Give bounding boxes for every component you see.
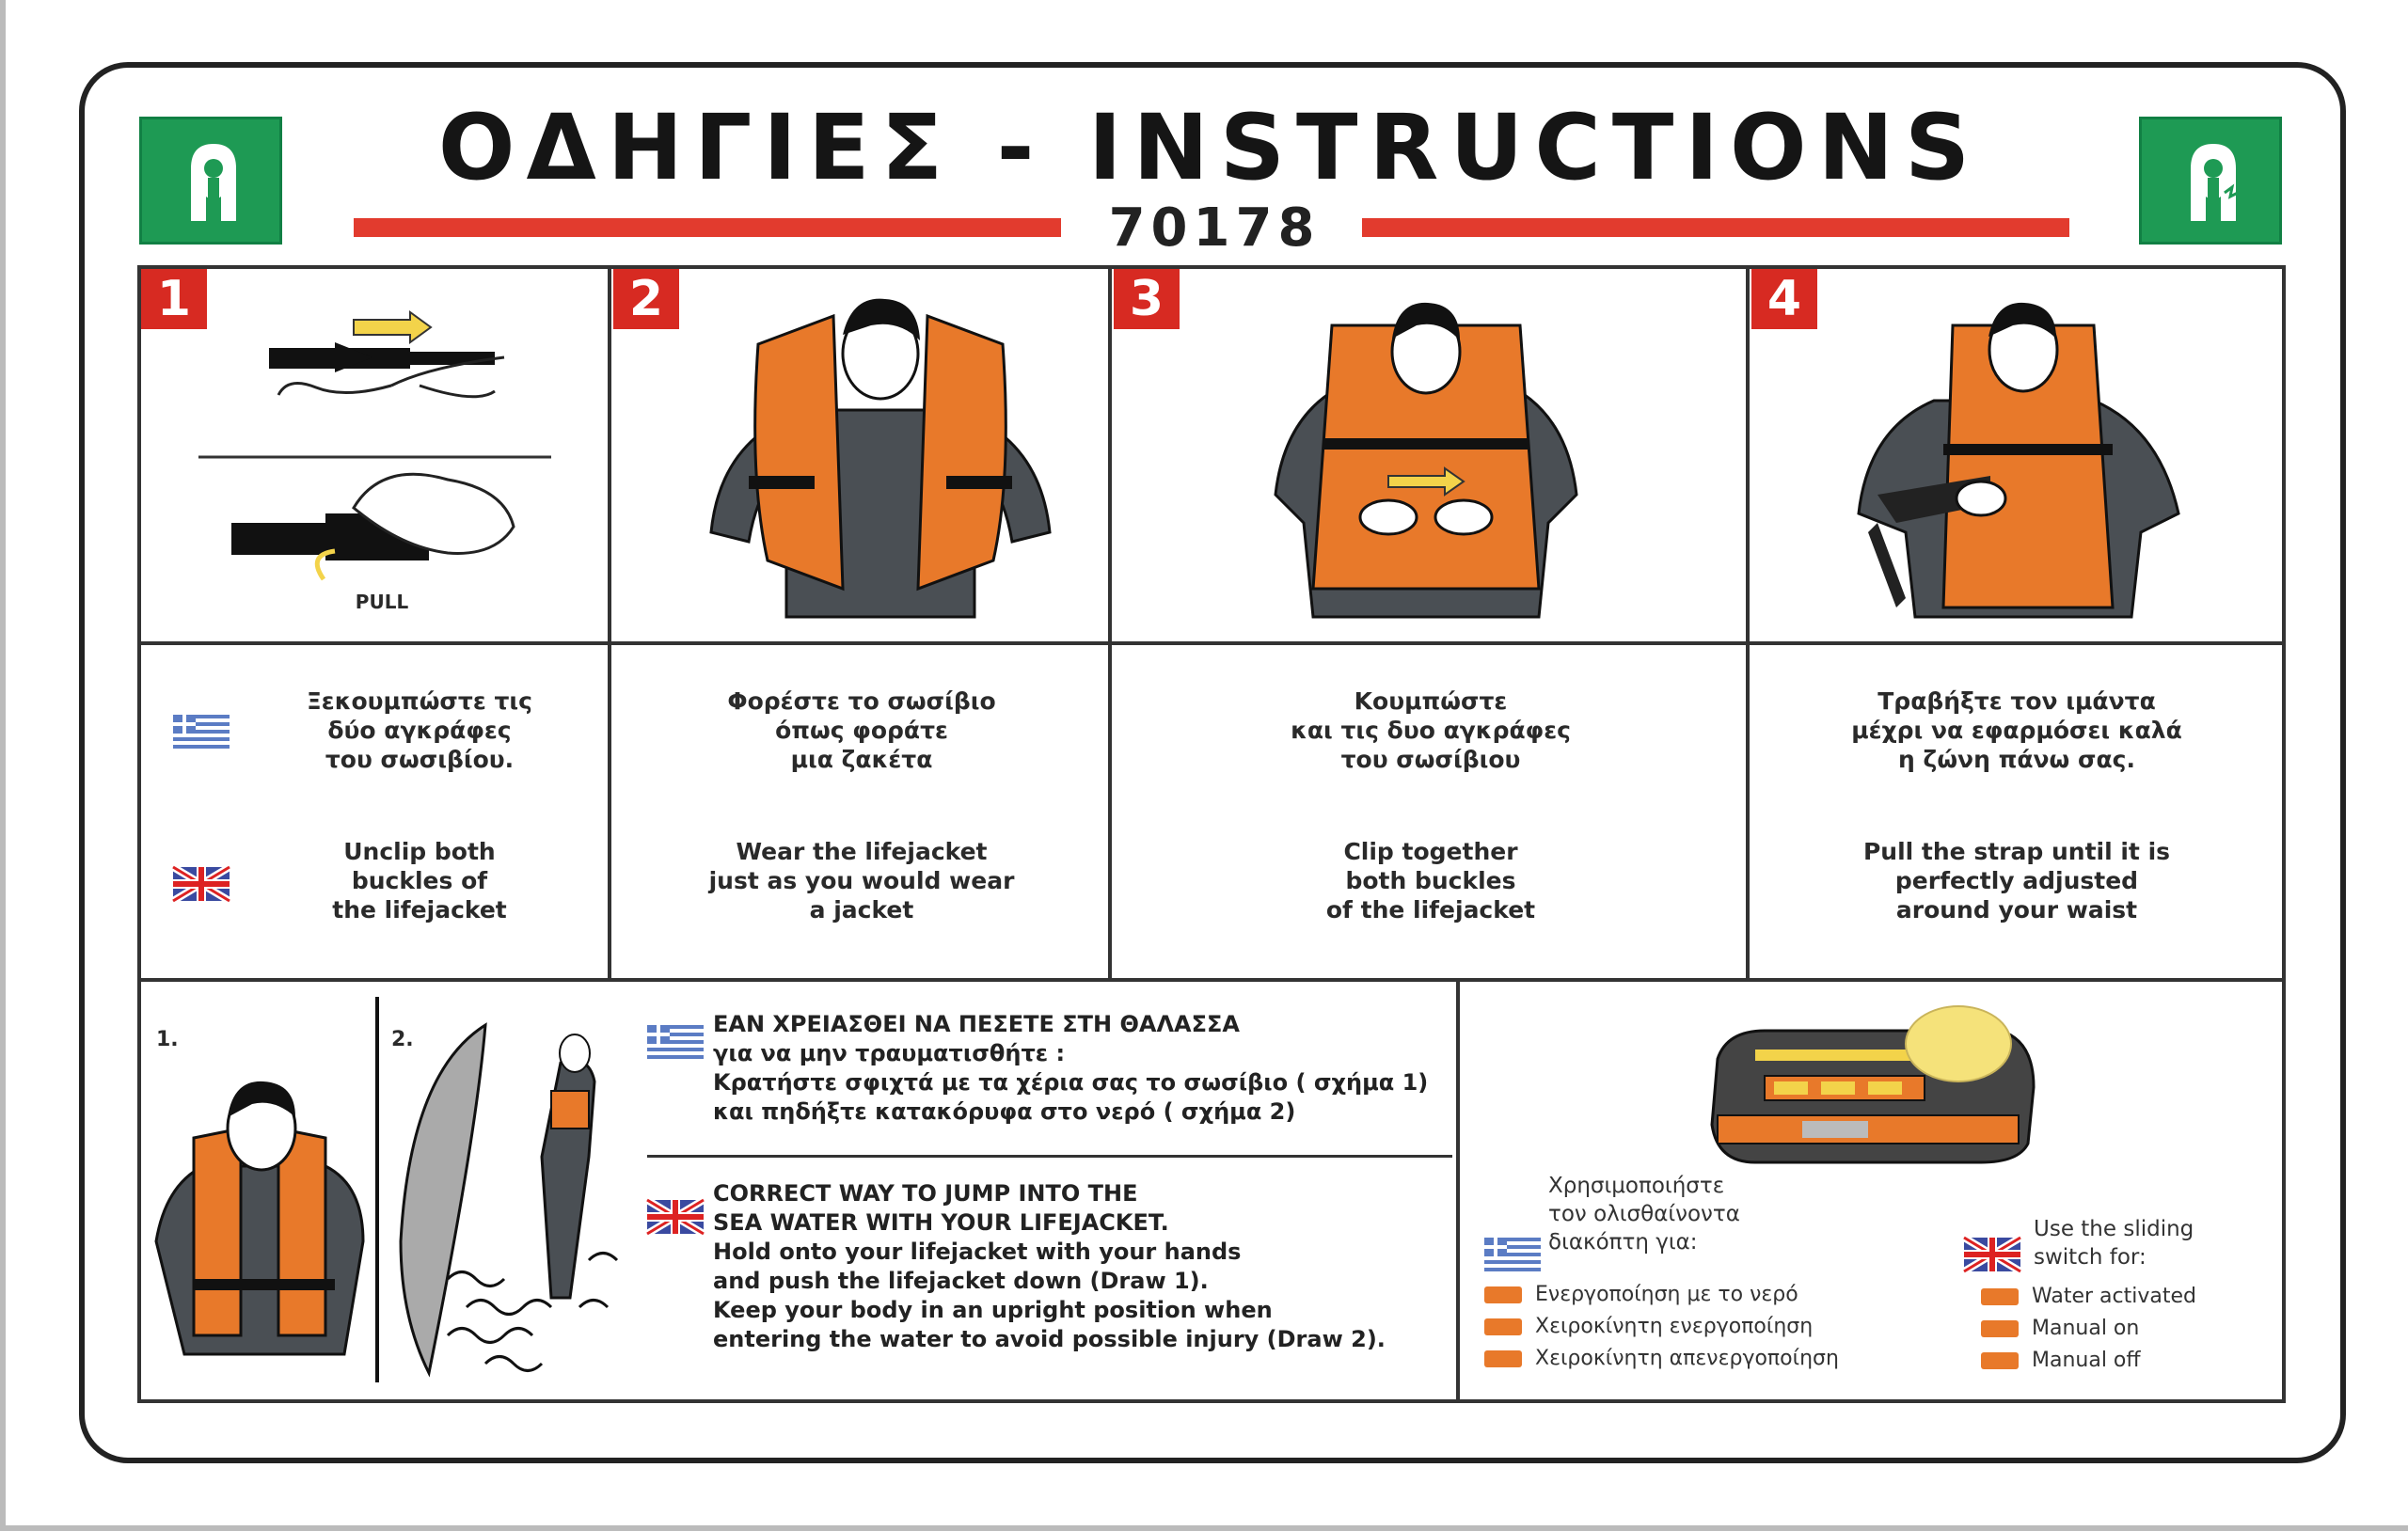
switch-position-icon [1484, 1350, 1522, 1367]
switch-position-icon [1981, 1320, 2019, 1337]
sign-code: 70178 [1108, 197, 1321, 259]
grid-divider [1456, 978, 1460, 1403]
grid-divider [1108, 265, 1112, 982]
step4-greek-text: Τραβήξτε τον ιμάντα μέχρι να εφαρμόσει καλά η ζώνη πάνω σας. [1851, 687, 2182, 773]
switch-position-icon [1484, 1318, 1522, 1335]
step-number-1: 1 [141, 269, 207, 329]
lifejacket-symbol-left [139, 117, 282, 245]
step4-english-text: Pull the strap until it is perfectly adjusted around your waist [1862, 838, 2171, 923]
grid-divider [1746, 265, 1750, 982]
step2-greek-text: Φορέστε το σωσίβιο όπως φοράτε μια ζακέτα [727, 687, 996, 773]
grid-divider [137, 978, 2286, 982]
red-rule-left [354, 218, 1061, 237]
step3-english-text: Clip together both buckles of the lifejacket [1325, 838, 1536, 923]
lifejacket-icon [142, 119, 285, 247]
grid-divider [608, 265, 611, 982]
jump-greek-text: ΕΑΝ ΧΡΕΙΑΣΘΕΙ ΝΑ ΠΕΣΕΤΕ ΣΤΗ ΘΑΛΑΣΣΑ για να μην τραυματισθήτε : Κρατήστε σφιχτά με τα χέρια σας το σωσίβιο ( σχήμα 1) και πηδήξτε κατακόρυφα στο νερό ( σχήμα 2) [713, 1011, 1429, 1125]
step3-clip-illustration [1266, 288, 1586, 626]
uk-flag-icon [1964, 1238, 2020, 1271]
figure-label-1: 1. [156, 1028, 179, 1051]
page-title: ΟΔΗΓΙΕΣ - INSTRUCTIONS [437, 95, 1982, 200]
switch-greek-intro: Χρησιμοποιήστε τον ολισθαίνοντα διακόπτη για: [1548, 1174, 1740, 1255]
red-rule-right [1362, 218, 2069, 237]
greek-flag-icon [1484, 1238, 1541, 1271]
step2-english-text: Wear the lifejacket just as you would wear a jacket [708, 838, 1015, 923]
step2-wear-illustration [692, 288, 1069, 626]
switch-english-option: Manual on [1981, 1317, 2139, 1340]
switch-position-icon [1484, 1286, 1522, 1303]
switch-english-option: Water activated [1981, 1285, 2196, 1308]
step-number-2: 2 [613, 269, 679, 329]
switch-greek-option: Ενεργοποίηση με το νερό [1484, 1283, 1798, 1306]
jump-english-text: CORRECT WAY TO JUMP INTO THE SEA WATER WITH YOUR LIFEJACKET. Hold onto your lifejacket with your hands and push the lifejacket down (Draw 1). Keep your body in an upright position when entering the water to avoid possible injury (Draw 2). [713, 1180, 1386, 1352]
step-number-3: 3 [1114, 269, 1180, 329]
switch-greek-option: Χειροκίνητη απενεργοποίηση [1484, 1347, 1839, 1370]
switch-position-icon [1981, 1288, 2019, 1305]
lifejacket-light-icon [2142, 119, 2285, 247]
step1-english-text: Unclip both buckles of the lifejacket [332, 838, 507, 923]
lifejacket-light-illustration [1699, 1002, 2056, 1172]
greek-flag-icon [173, 715, 230, 749]
figure-label-2: 2. [391, 1028, 414, 1051]
switch-greek-option: Χειροκίνητη ενεργοποίηση [1484, 1315, 1813, 1338]
switch-position-icon [1981, 1352, 2019, 1369]
uk-flag-icon [173, 867, 230, 901]
pull-label: PULL [355, 591, 409, 613]
switch-english-intro: Use the sliding switch for: [2034, 1217, 2194, 1270]
step4-tighten-illustration [1840, 288, 2197, 626]
switch-english-option: Manual off [1981, 1349, 2141, 1372]
step1-unclip-illustration [194, 301, 570, 621]
section-divider [647, 1155, 1452, 1158]
grid-divider [137, 641, 2286, 645]
lifejacket-light-symbol-right [2139, 117, 2282, 245]
step3-greek-text: Κουμπώστε και τις δυο αγκράφες του σωσίβιου [1291, 687, 1571, 773]
step1-greek-text: Ξεκουμπώστε τις δύο αγκράφες του σωσιβίου. [307, 687, 532, 773]
step-number-4: 4 [1751, 269, 1817, 329]
uk-flag-icon [647, 1200, 704, 1234]
greek-flag-icon [647, 1025, 704, 1059]
jump-illustration [147, 997, 645, 1392]
